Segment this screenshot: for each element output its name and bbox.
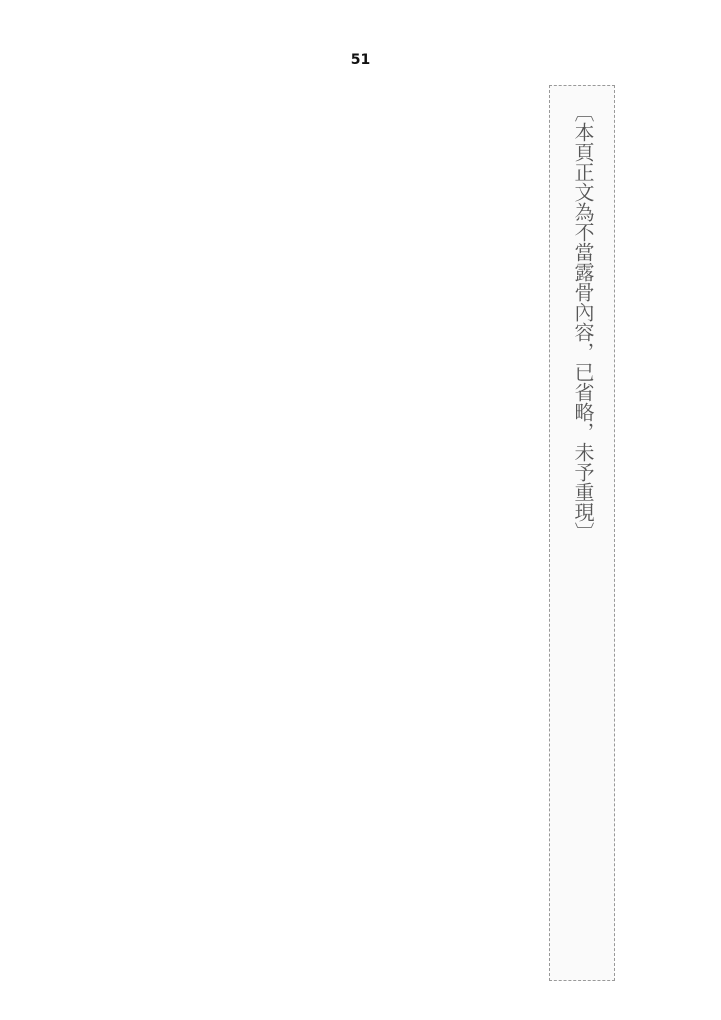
page-number: 51 — [350, 52, 371, 68]
vertical-text-area — [549, 85, 615, 981]
redacted-body-text: 〔本頁正文為不當露骨內容，已省略，未予重現〕 — [549, 85, 615, 981]
